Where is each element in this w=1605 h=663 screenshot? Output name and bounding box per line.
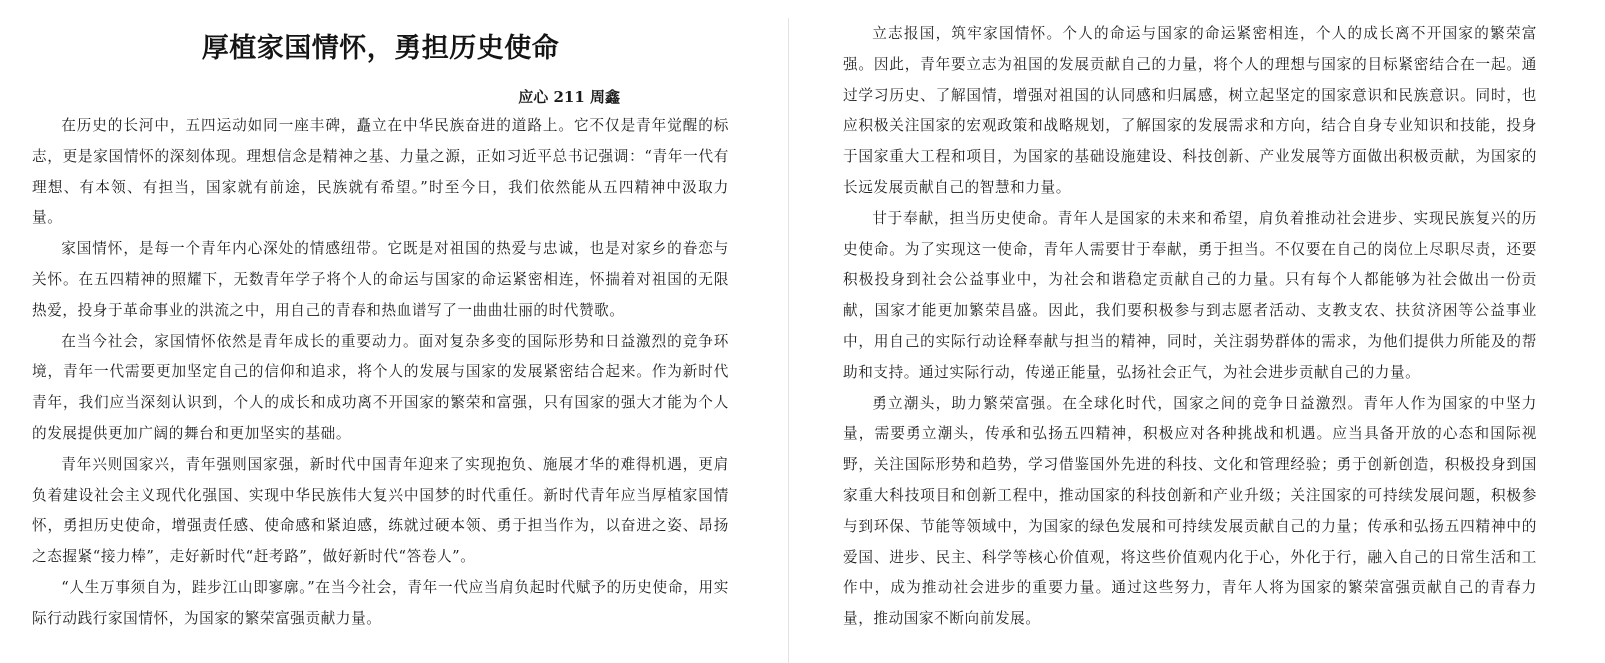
left-page (32, 0, 729, 663)
paragraph: 在当今社会，家国情怀依然是青年成长的重要动力。面对复杂多变的国际形势和日益激烈的竞争环境，青年一代需要更加坚定自己的信仰和追求，将个人的发展与国家的发展紧密结合起来。作为新时代青年，我们应当深刻认识到，个人的成长和成功离不开国家的繁荣和富强，只有国家的强大才能为个人的发展提供更加广阔的舞台和更加坚实的基础。 (32, 332, 729, 442)
author-byline: 应心 211 周鑫 (518, 88, 620, 106)
paragraph: 在历史的长河中，五四运动如同一座丰碑，矗立在中华民族奋进的道路上。它不仅是青年觉醒的标志，更是家国情怀的深刻体现。理想信念是精神之基、力量之源，正如习近平总书记强调：“青年一代有理想、有本领、有担当，国家就有前途，民族就有希望。”时至今日，我们依然能从五四精神中汲取力量。 (32, 117, 729, 227)
paragraph: 家国情怀，是每一个青年内心深处的情感纽带。它既是对祖国的热爱与忠诚，也是对家乡的眷恋与关怀。在五四精神的照耀下，无数青年学子将个人的命运与国家的命运紧密相连，怀揣着对祖国的无限热爱，投身于革命事业的洪流之中，用自己的青春和热血谱写了一曲曲壮丽的时代赞歌。 (32, 240, 729, 319)
paragraph: 立志报国，筑牢家国情怀。个人的命运与国家的命运紧密相连，个人的成长离不开国家的繁荣富强。因此，青年要立志为祖国的发展贡献自己的力量，将个人的理想与国家的目标紧密结合在一起。通过学习历史、了解国情，增强对祖国的认同感和归属感，树立起坚定的国家意识和民族意识。同时，也应积极关注国家的宏观政策和战略规划，了解国家的发展需求和方向，结合自身专业知识和技能，投身于国家重大工程和项目，为国家的基础设施建设、科技创新、产业发展等方面做出积极贡献，为国家的长远发展贡献自己的智慧和力量。 (843, 25, 1537, 196)
paragraph: 勇立潮头，助力繁荣富强。在全球化时代，国家之间的竞争日益激烈。青年人作为国家的中坚力量，需要勇立潮头，传承和弘扬五四精神，积极应对各种挑战和机遇。应当具备开放的心态和国际视野，关注国际形势和趋势，学习借鉴国外先进的科技、文化和管理经验；勇于创新创造，积极投身到国家重大科技项目和创新工程中，推动国家的科技创新和产业升级；关注国家的可持续发展问题，积极参与到环保、节能等领域中，为国家的绿色发展和可持续发展贡献自己的力量；传承和弘扬五四精神中的爱国、进步、民主、科学等核心价值观，将这些价值观内化于心，外化于行，融入自己的日常生活和工作中，成为推动社会进步的重要力量。通过这些努力，青年人将为国家的繁荣富强贡献自己的青春力量，推动国家不断向前发展。 (843, 394, 1537, 628)
document-title: 厚植家国情怀，勇担历史使命 (201, 33, 560, 64)
right-page-body (843, 19, 1537, 635)
paragraph: 青年兴则国家兴，青年强则国家强，新时代中国青年迎来了实现抱负、施展才华的难得机遇，更肩负着建设社会主义现代化强国、实现中华民族伟大复兴中国梦的时代重任。新时代青年应当厚植家国情怀，勇担历史使命，增强责任感、使命感和紧迫感，练就过硬本领、勇于担当作为，以奋进之姿、昂扬之态握紧“接力棒”，走好新时代“赶考路”，做好新时代“答卷人”。 (32, 455, 729, 566)
page-divider (788, 18, 789, 663)
paragraph: 甘于奉献，担当历史使命。青年人是国家的未来和希望，肩负着推动社会进步、实现民族复兴的历史使命。为了实现这一使命，青年人需要甘于奉献，勇于担当。不仅要在自己的岗位上尽职尽责，还要积极投身到社会公益事业中，为社会和谐稳定贡献自己的力量。只有每个人都能够为社会做出一份贡献，国家才能更加繁荣昌盛。因此，我们要积极参与到志愿者活动、支教支农、扶贫济困等公益事业中，用自己的实际行动诠释奉献与担当的精神，同时，关注弱势群体的需求，为他们提供力所能及的帮助和支持。通过实际行动，传递正能量，弘扬社会正气，为社会进步贡献自己的力量。 (843, 209, 1537, 381)
right-page (843, 0, 1537, 663)
paragraph: “人生万事须自为，跬步江山即寥廓。”在当今社会，青年一代应当肩负起时代赋予的历史使命，用实际行动践行家国情怀，为国家的繁荣富强贡献力量。 (32, 578, 729, 627)
left-page-body (32, 111, 729, 635)
